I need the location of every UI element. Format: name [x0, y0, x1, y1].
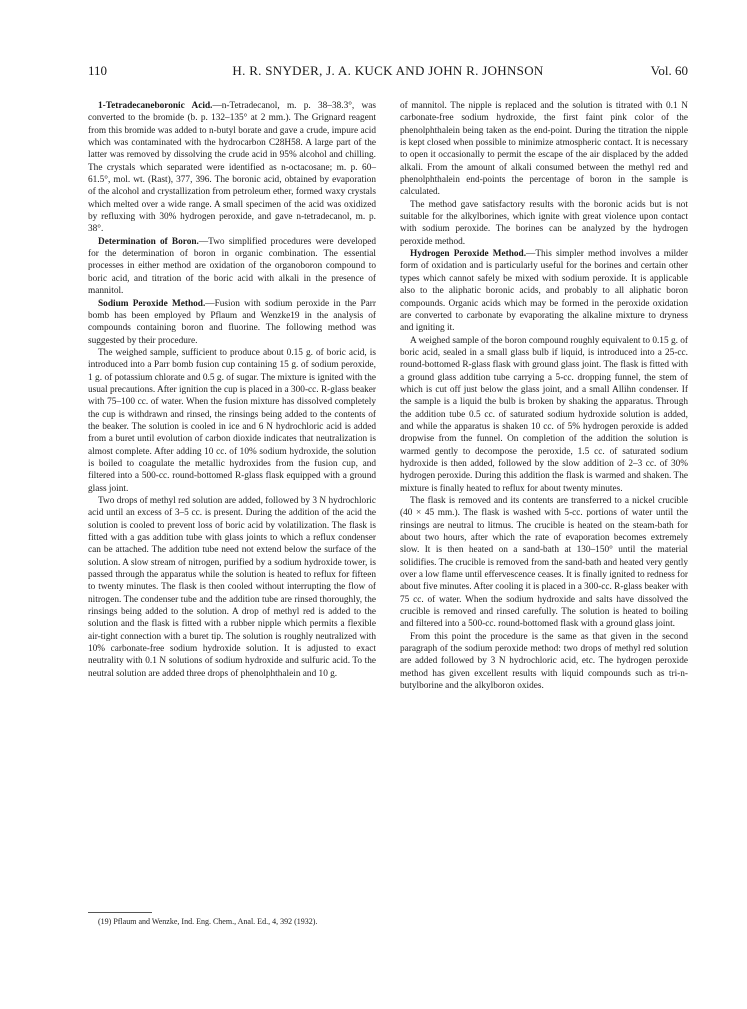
- right-column: [400, 100, 688, 693]
- paragraph-procedure-fusion: [88, 347, 376, 495]
- paragraph-body: of mannitol. The nipple is replaced and the solution is titrated with 0.1 N carbonate-free sodium hydroxide, the first faint pink color of the phenolphthalein being taken as the end-point. During the titration the nipple is kept closed when possible to minimize atmospheric contact. It is necessary to open it occasionally to permit the escape of the air displaced by the added alkali. From the amount of alkali consumed between the methyl red and phenolphthalein end-points the percentage of boron in the sample is calculated.: [400, 101, 688, 198]
- paragraph-procedure-oxidation: [400, 335, 688, 495]
- paragraph-heading: Sodium Peroxide Method.: [98, 298, 206, 309]
- footnote-divider: [88, 912, 152, 913]
- paragraph-procedure-ignition: [400, 495, 688, 631]
- paragraph-heading: 1-Tetradecaneboronic Acid.: [98, 101, 213, 111]
- paragraph-hydrogen-peroxide-method: [400, 248, 688, 334]
- paragraph-tetradecaneboronic-acid: [88, 100, 376, 236]
- paragraph-sodium-peroxide-method: [88, 298, 376, 347]
- paragraph-body: A weighed sample of the boron compound roughly equivalent to 0.15 g. of boric acid, sealed in a small glass bulb if liquid, is introduced into a 25-cc. round-bottomed R-glass flask with ground glass joint. The flask is fitted with a ground glass addition tube carrying a 5-cc. dropping funnel, the stem of which is cut off just below the glass joint, and a small Allihn condenser. If the sample is a liquid the bulb is broken by shaking the apparatus. Through the addition tube 0.5 cc. of saturated sodium hydroxide solution is added, and while the apparatus is shaken 10 cc. of 5% hydrogen peroxide is added dropwise from the funnel. On completion of the addition the solution is warmed gently to decompose the peroxide, 1.5 cc. of saturated sodium hydroxide is then added, followed by the slow addition of 2–3 cc. of 30% hydrogen peroxide. During this addition the flask is warmed and shaken. The mixture is finally heated to reflux for about twenty minutes.: [400, 335, 688, 494]
- paragraph-body: The weighed sample, sufficient to produce about 0.15 g. of boric acid, is introduced into a Parr bomb fusion cup containing 15 g. of sodium peroxide, 1 g. of potassium chlorate and 0.5 g. of sugar. The mixture is ignited with the usual precautions. After ignition the cup is placed in a 300-cc. R-glass beaker with 75–100 cc. of water. When the fusion mixture has dissolved completely the cup is withdrawn and rinsed, the rinsings being added to the contents of the beaker. The solution is cooled in ice and 6 N hydrochloric acid is added from a buret until evolution of carbon dioxide indicates that neutralization is almost complete. After adding 10 cc. of 10% sodium hydroxide, the solution is boiled to coagulate the metallic hydroxides from the fusion cup, and filtered into a 500-cc. round-bottomed R-glass flask equipped with a ground glass joint.: [88, 347, 376, 494]
- paragraph-heading: Hydrogen Peroxide Method.: [410, 249, 527, 260]
- paragraph-method-results: [400, 199, 688, 248]
- running-title: H. R. SNYDER, J. A. KUCK AND JOHN R. JOHNSON: [232, 63, 544, 78]
- running-header: [88, 63, 688, 81]
- paragraph-titration-continued: [400, 100, 688, 199]
- paragraph-body: The method gave satisfactory results with the boronic acids but is not suitable for the alkylborines, which ignite with great violence upon contact with sodium peroxide. The borines can be analyzed by the hydrogen peroxide method.: [400, 199, 688, 247]
- paragraph-body: —Two simplified procedures were developed for the determination of boron in organic combination. The essential processes in either method are oxidation of the organoboron compound to boric acid, and titration of the boric acid with alkali in the presence of mannitol.: [88, 236, 376, 297]
- paragraph-heading: Determination of Boron.: [98, 236, 199, 247]
- paragraph-body: The flask is removed and its contents are transferred to a nickel crucible (40 × 45 mm.). The flask is washed with 5-cc. portions of water until the rinsings are neutral to litmus. The crucible is heated on the steam-bath for about two hours, after which the rate of evaporation becomes extremely slow. It is then heated on a sand-bath at 130–150° until the material solidifies. The crucible is removed from the sand-bath and heated very gently over a low flame until effervescence ceases. It is finally ignited to redness for about five minutes. After cooling it is placed in a 300-cc. R-glass beaker with 75 cc. of water. When the sodium hydroxide and salts have dissolved the crucible is removed and rinsed carefully. The solution is heated to boiling and filtered into a 500-cc. round-bottomed flask with a ground glass joint.: [400, 496, 688, 630]
- left-column: [88, 100, 376, 680]
- paragraph-body: —n-Tetradecanol, m. p. 38–38.3°, was converted to the bromide (b. p. 132–135° at 2 mm.). The Grignard reagent from this bromide was added to n-butyl borate and gave a crude, impure acid which was contaminated with the hydrocarbon C28H58. A large part of the latter was removed by dissolving the crude acid in 95% alcohol and chilling. The crystals which separated were identified as n-octacosane; m. p. 60–61.5°, mol. wt. (Rast), 377, 396. The boronic acid, obtained by evaporation of the alcohol and crystallization from petroleum ether, formed waxy crystals which melted over a wide range. A small specimen of the acid was oxidized by refluxing with 30% hydrogen peroxide, and gave n-tetradecanol, m. p. 38°.: [88, 101, 376, 235]
- paragraph-body: —This simpler method involves a milder form of oxidation and is particularly useful for the borines and certain other types which cannot safely be mixed with sodium peroxide. It is applicable also to the aliphatic boronic acids, and probably to all aliphatic boron compounds. Organic acids which may be formed in the peroxide oxidation are converted to carbonate by evaporating the alkaline mixture to dryness and igniting it.: [400, 249, 688, 334]
- volume-label: Vol. 60: [650, 63, 688, 78]
- page-number: 110: [88, 63, 108, 78]
- paragraph-body: Two drops of methyl red solution are added, followed by 3 N hydrochloric acid until an excess of 3–5 cc. is present. During the addition of the acid the solution is cooled to prevent loss of boric acid by volatilization. The flask is fitted with a gas addition tube with glass joints to which a reflux condenser can be attached. The addition tube need not extend below the surface of the solution. A slow stream of nitrogen, purified by a sodium hydroxide tower, is passed through the apparatus while the solution is heated to reflux for fifteen to twenty minutes. The flask is then cooled without interrupting the flow of nitrogen. The condenser tube and the addition tube are rinsed thoroughly, the rinsings being added to the solution. A drop of methyl red is added to the solution and the flask is fitted with a rubber nipple which permits a flexible air-tight connection with a buret tip. The solution is roughly neutralized with 10% carbonate-free sodium hydroxide solution. It is adjusted to exact neutrality with 0.1 N solutions of sodium hydroxide and sulfuric acid. To the neutral solution are added three drops of phenolphthalein and 10 g.: [88, 496, 376, 679]
- paragraph-procedure-final: [400, 631, 688, 693]
- paragraph-body: —Fusion with sodium peroxide in the Parr bomb has been employed by Pflaum and Wenzke19 in the analysis of compounds containing boron and fluorine. The following method was suggested by their procedure.: [88, 298, 376, 346]
- paragraph-determination-of-boron: [88, 236, 376, 298]
- paragraph-procedure-titration: [88, 495, 376, 680]
- footnote-text: (19) Pflaum and Wenzke, Ind. Eng. Chem., Anal. Ed., 4, 392 (1932).: [98, 917, 318, 926]
- paragraph-body: From this point the procedure is the same as that given in the second paragraph of the sodium peroxide method: two drops of methyl red solution are added followed by 3 N hydrochloric acid, etc. The hydrogen peroxide method has given excellent results with liquid compounds such as tri-n-butylborine and the alkylboron oxides.: [400, 631, 688, 692]
- footnote: [88, 916, 376, 927]
